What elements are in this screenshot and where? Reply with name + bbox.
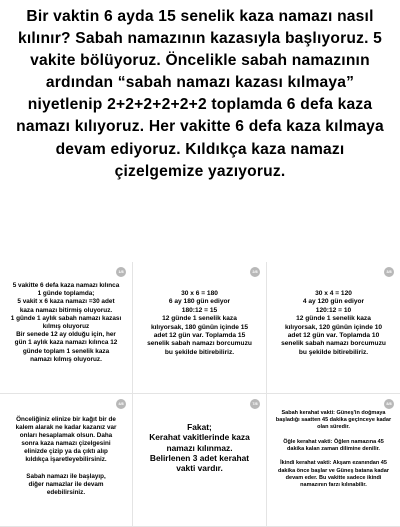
slide-card-6[interactable] <box>267 394 400 527</box>
headline-text: Bir vaktin 6 ayda 15 senelik kaza namazı nasıl kılınır? Sabah namazının kazasıyla başlıyoruz. 5 vakite bölüyoruz. Öncelikle sabah namazının ardından “sabah namazı kazası kılmaya” niyetlenip 2+2+2+2+2+2 toplamda 6 defa kaza namazı kılıyoruz. Her vakitte 6 defa kaza kılmaya devam ediyoruz. Kıldıkça kaza namazı çizelgemize yazıyoruz. <box>16 8 384 180</box>
slide-number-badge: 7/8 <box>250 399 260 409</box>
slide-text: Sabah kerahat vakti: Güneş'in doğmaya başladığı saatten 45 dakika geçinceye kadar olan süredir. Öğle kerahat vakti: Öğlen namazına 45 dakika kalan zaman dilimine denilir. İkindi kerahat vakti: Akşam ezanından 45 dakika önce başlar ve Güneş batana kadar devam eder. Bu vakitte sadece ikindi namazının farzı kılınabilir. <box>275 410 392 489</box>
slide-card-2[interactable] <box>133 262 267 394</box>
slide-card-3[interactable] <box>267 262 400 394</box>
slide-card-1[interactable] <box>0 262 133 394</box>
slide-number-badge: 1/8 <box>116 267 126 277</box>
slide-text: 30 x 4 = 120 4 ay 120 gün ediyor 120:12 = 10 12 günde 1 senelik kaza kılıyorsak, 120 günün içinde 10 adet 12 gün var. Toplamda 10 senelik sabah namazı borcumuzu bu şekilde bitirebiliriz. <box>281 290 386 356</box>
slides-grid <box>0 262 400 527</box>
slide-card-5[interactable] <box>133 394 267 527</box>
slide-number-badge: 2/8 <box>250 267 260 277</box>
slide-number-badge: 3/8 <box>384 267 394 277</box>
slide-number-badge: 8/8 <box>384 399 394 409</box>
slide-text: Fakat; Kerahat vakitlerinde kaza namazı kılınmaz. Belirlenen 3 adet kerahat vakti vardır. <box>149 422 250 474</box>
slide-text: 5 vakitte 6 defa kaza namazı kılınca 1 günde toplamda; 5 vakit x 6 kaza namazı =30 adet kaza namazı bitirmiş oluyoruz. 1 günde 1 aylık sabah namazı kazası kılmış oluyoruz Bir senede 12 ay olduğu için, her gün 1 aylık kaza namazı kılınca 12 günde toplam 1 senelik kaza namazı kılmış oluyoruz. <box>10 282 122 363</box>
slide-number-badge: 4/8 <box>116 399 126 409</box>
slide-card-4[interactable] <box>0 394 133 527</box>
slide-text: Önceliğiniz elinize bir kağıt bir de kalem alarak ne kadar kazanız var onları hesaplamak olsun. Daha sonra kaza namazı çizelgesini elinizde çizip ya da çıktı alıp kıldıkça işaretleyebilirsiniz. Sabah namazı ile başlayıp, diğer namazlar ile devam edebilirsiniz. <box>15 416 117 496</box>
slide-text: 30 x 6 = 180 6 ay 180 gün ediyor 180:12 = 15 12 günde 1 senelik kaza kılıyorsak, 180 günün içinde 15 adet 12 gün var. Toplamda 15 senelik sabah namazı borcumuzu bu şekilde bitirebiliriz. <box>147 290 252 356</box>
